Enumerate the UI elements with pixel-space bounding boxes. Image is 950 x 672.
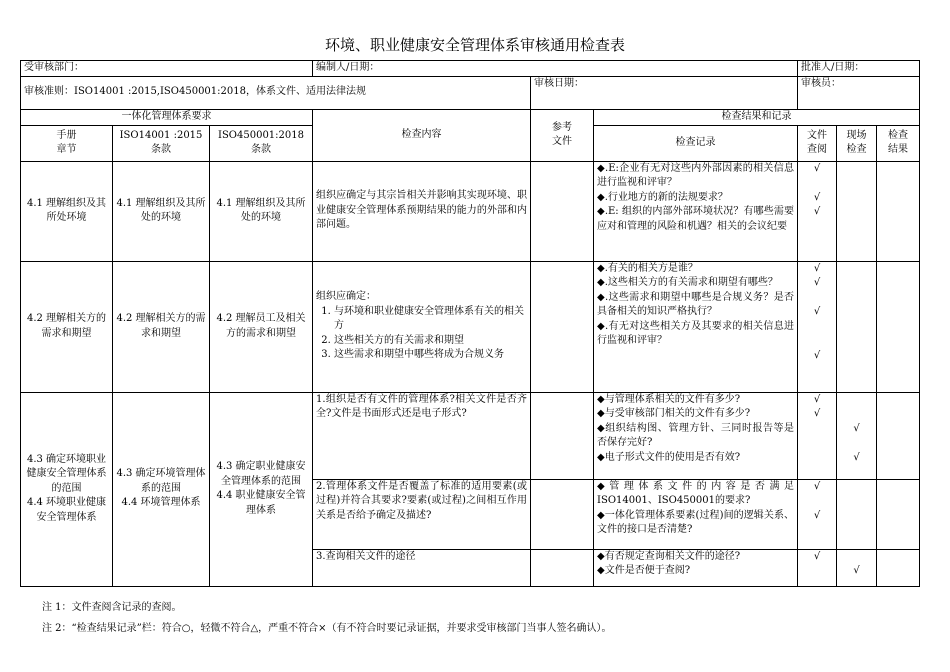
iso14001-4-2: 4.2 理解相关方的需求和期望 bbox=[113, 261, 210, 392]
iso14001-header: ISO14001 :2015 条款 bbox=[113, 125, 210, 161]
iso45001-4-2: 4.2 理解员工及相关方的需求和期望 bbox=[210, 261, 313, 392]
record-4-2: ◆.有关的相关方是谁？ ◆.这些相关方的有关需求和期望有哪些？ ◆.这些需求和期望中哪些是合规义务？是否具备相关的知识严格执行？ ◆.有无对这些相关方及其要求的相关信息进行监视和评审？ bbox=[594, 261, 798, 392]
doc-checks-4-3-2: √ √ bbox=[798, 479, 837, 549]
manual-4-1: 4.1 理解组织及其所处环境 bbox=[21, 161, 113, 261]
record-4-1: ◆.E:企业有无对这些内外部因素的相关信息进行监视和评审？ ◆.行业地方的新的法规要求？ ◆.E: 组织的内部外部环境状况？有哪些需要应对和管理的风险和机遇？相关的会议纪要 bbox=[594, 161, 798, 261]
site-checks-4-1 bbox=[837, 161, 877, 261]
site-checks-4-3-2 bbox=[837, 479, 877, 549]
manual-4-3: 4.3 确定环境职业健康安全管理体系的范围 4.4 环境职业健康安全管理体系 bbox=[21, 392, 113, 586]
reference-4-2 bbox=[531, 261, 594, 392]
approver-field: 批准人/日期： bbox=[798, 61, 920, 77]
list-item: 2. 这些相关方的有关需求和期望 bbox=[334, 334, 527, 349]
result-4-1 bbox=[877, 161, 920, 261]
reference-4-3-2 bbox=[531, 479, 594, 549]
record-4-3-3: ◆有否规定查询相关文件的途径? ◆文件是否便于查阅? bbox=[594, 549, 798, 586]
doc-review-header: 文件 查阅 bbox=[798, 125, 837, 161]
site-checks-4-3-1: √ √ bbox=[837, 392, 877, 479]
reference-header: 参考 文件 bbox=[531, 109, 594, 161]
content-4-2-list bbox=[316, 305, 527, 363]
content-4-3-3: 3.查询相关文件的途径 bbox=[313, 549, 531, 586]
integrated-requirements-header: 一体化管理体系要求 bbox=[21, 109, 313, 125]
result-4-3-1 bbox=[877, 392, 920, 479]
compiler-field: 编制人/日期： bbox=[313, 61, 798, 77]
content-4-2-intro: 组织应确定： bbox=[316, 291, 377, 303]
content-4-3-2: 2.管理体系文件是否覆盖了标准的适用要素(或过程)并符合其要求?要素(或过程)之间相互作用关系是否给予确定及描述? bbox=[313, 479, 531, 549]
note-2: 注 2：“检查结果记录”栏：符合○，轻微不符合△，严重不符合×（有不符合时要记录证据，并要求受审核部门当事人签名确认）。 bbox=[42, 623, 612, 634]
note-1: 注 1：文件查阅含记录的查阅。 bbox=[42, 602, 182, 613]
reference-4-1 bbox=[531, 161, 594, 261]
content-4-1: 组织应确定与其宗旨相关并影响其实现环境、职业健康安全管理体系预期结果的能力的外部和内部问题。 bbox=[313, 161, 531, 261]
results-header: 检查结果和记录 bbox=[594, 109, 920, 125]
doc-checks-4-2: √ √ √ √ bbox=[798, 261, 837, 392]
reference-4-3-1 bbox=[531, 392, 594, 479]
iso45001-4-3: 4.3 确定职业健康安全管理体系的范围 4.4 职业健康安全管理体系 bbox=[210, 392, 313, 586]
iso45001-header: ISO450001:2018 条款 bbox=[210, 125, 313, 161]
list-item: 1. 与环境和职业健康安全管理体系有关的相关方 bbox=[334, 305, 527, 334]
doc-checks-4-3-3: √ bbox=[798, 549, 837, 586]
manual-chapter-header: 手册 章节 bbox=[21, 125, 113, 161]
record-header: 检查记录 bbox=[594, 125, 798, 161]
record-4-3-2: ◆管理体系文件的内容是否满足ISO14001、ISO450001的要求? ◆一体化管理体系要素(过程)间的逻辑关系、文件的接口是否清楚? bbox=[594, 479, 798, 549]
footnotes bbox=[42, 597, 612, 639]
site-checks-4-2 bbox=[837, 261, 877, 392]
reference-4-3-3 bbox=[531, 549, 594, 586]
result-4-2 bbox=[877, 261, 920, 392]
site-check-header: 现场 检查 bbox=[837, 125, 877, 161]
iso45001-4-1: 4.1 理解组织及其所处的环境 bbox=[210, 161, 313, 261]
list-item: 3. 这些需求和期望中哪些将成为合规义务 bbox=[334, 348, 527, 363]
auditor-field: 审核员： bbox=[798, 76, 920, 109]
content-4-3-1: 1.组织是否有文件的管理体系?相关文件是否齐全?文件是书面形式还是电子形式? bbox=[313, 392, 531, 479]
result-header: 检查 结果 bbox=[877, 125, 920, 161]
content-4-2 bbox=[313, 261, 531, 392]
audit-checklist-table bbox=[20, 60, 920, 587]
manual-4-2: 4.2 理解相关方的需求和期望 bbox=[21, 261, 113, 392]
record-4-3-1: ◆与管理体系相关的文件有多少? ◆与受审核部门相关的文件有多少? ◆组织结构图、管理方针、三同时报告等是否保存完好? ◆电子形式文件的使用是否有效? bbox=[594, 392, 798, 479]
site-checks-4-3-3: √ bbox=[837, 549, 877, 586]
result-4-3-2 bbox=[877, 479, 920, 549]
result-4-3-3 bbox=[877, 549, 920, 586]
dept-field: 受审核部门： bbox=[21, 61, 313, 77]
iso14001-4-3: 4.3 确定环境管理体系的范围 4.4 环境管理体系 bbox=[113, 392, 210, 586]
criteria-field: 审核准则：ISO14001 :2015,ISO450001:2018，体系文件、适用法律法规 bbox=[21, 76, 531, 109]
doc-checks-4-3-1: √ √ bbox=[798, 392, 837, 479]
document-title: 环境、职业健康安全管理体系审核通用检查表 bbox=[324, 36, 625, 54]
iso14001-4-1: 4.1 理解组织及其所处的环境 bbox=[113, 161, 210, 261]
doc-checks-4-1: √ √ √ bbox=[798, 161, 837, 261]
content-header: 检查内容 bbox=[313, 109, 531, 161]
audit-date-field: 审核日期： bbox=[531, 76, 798, 109]
